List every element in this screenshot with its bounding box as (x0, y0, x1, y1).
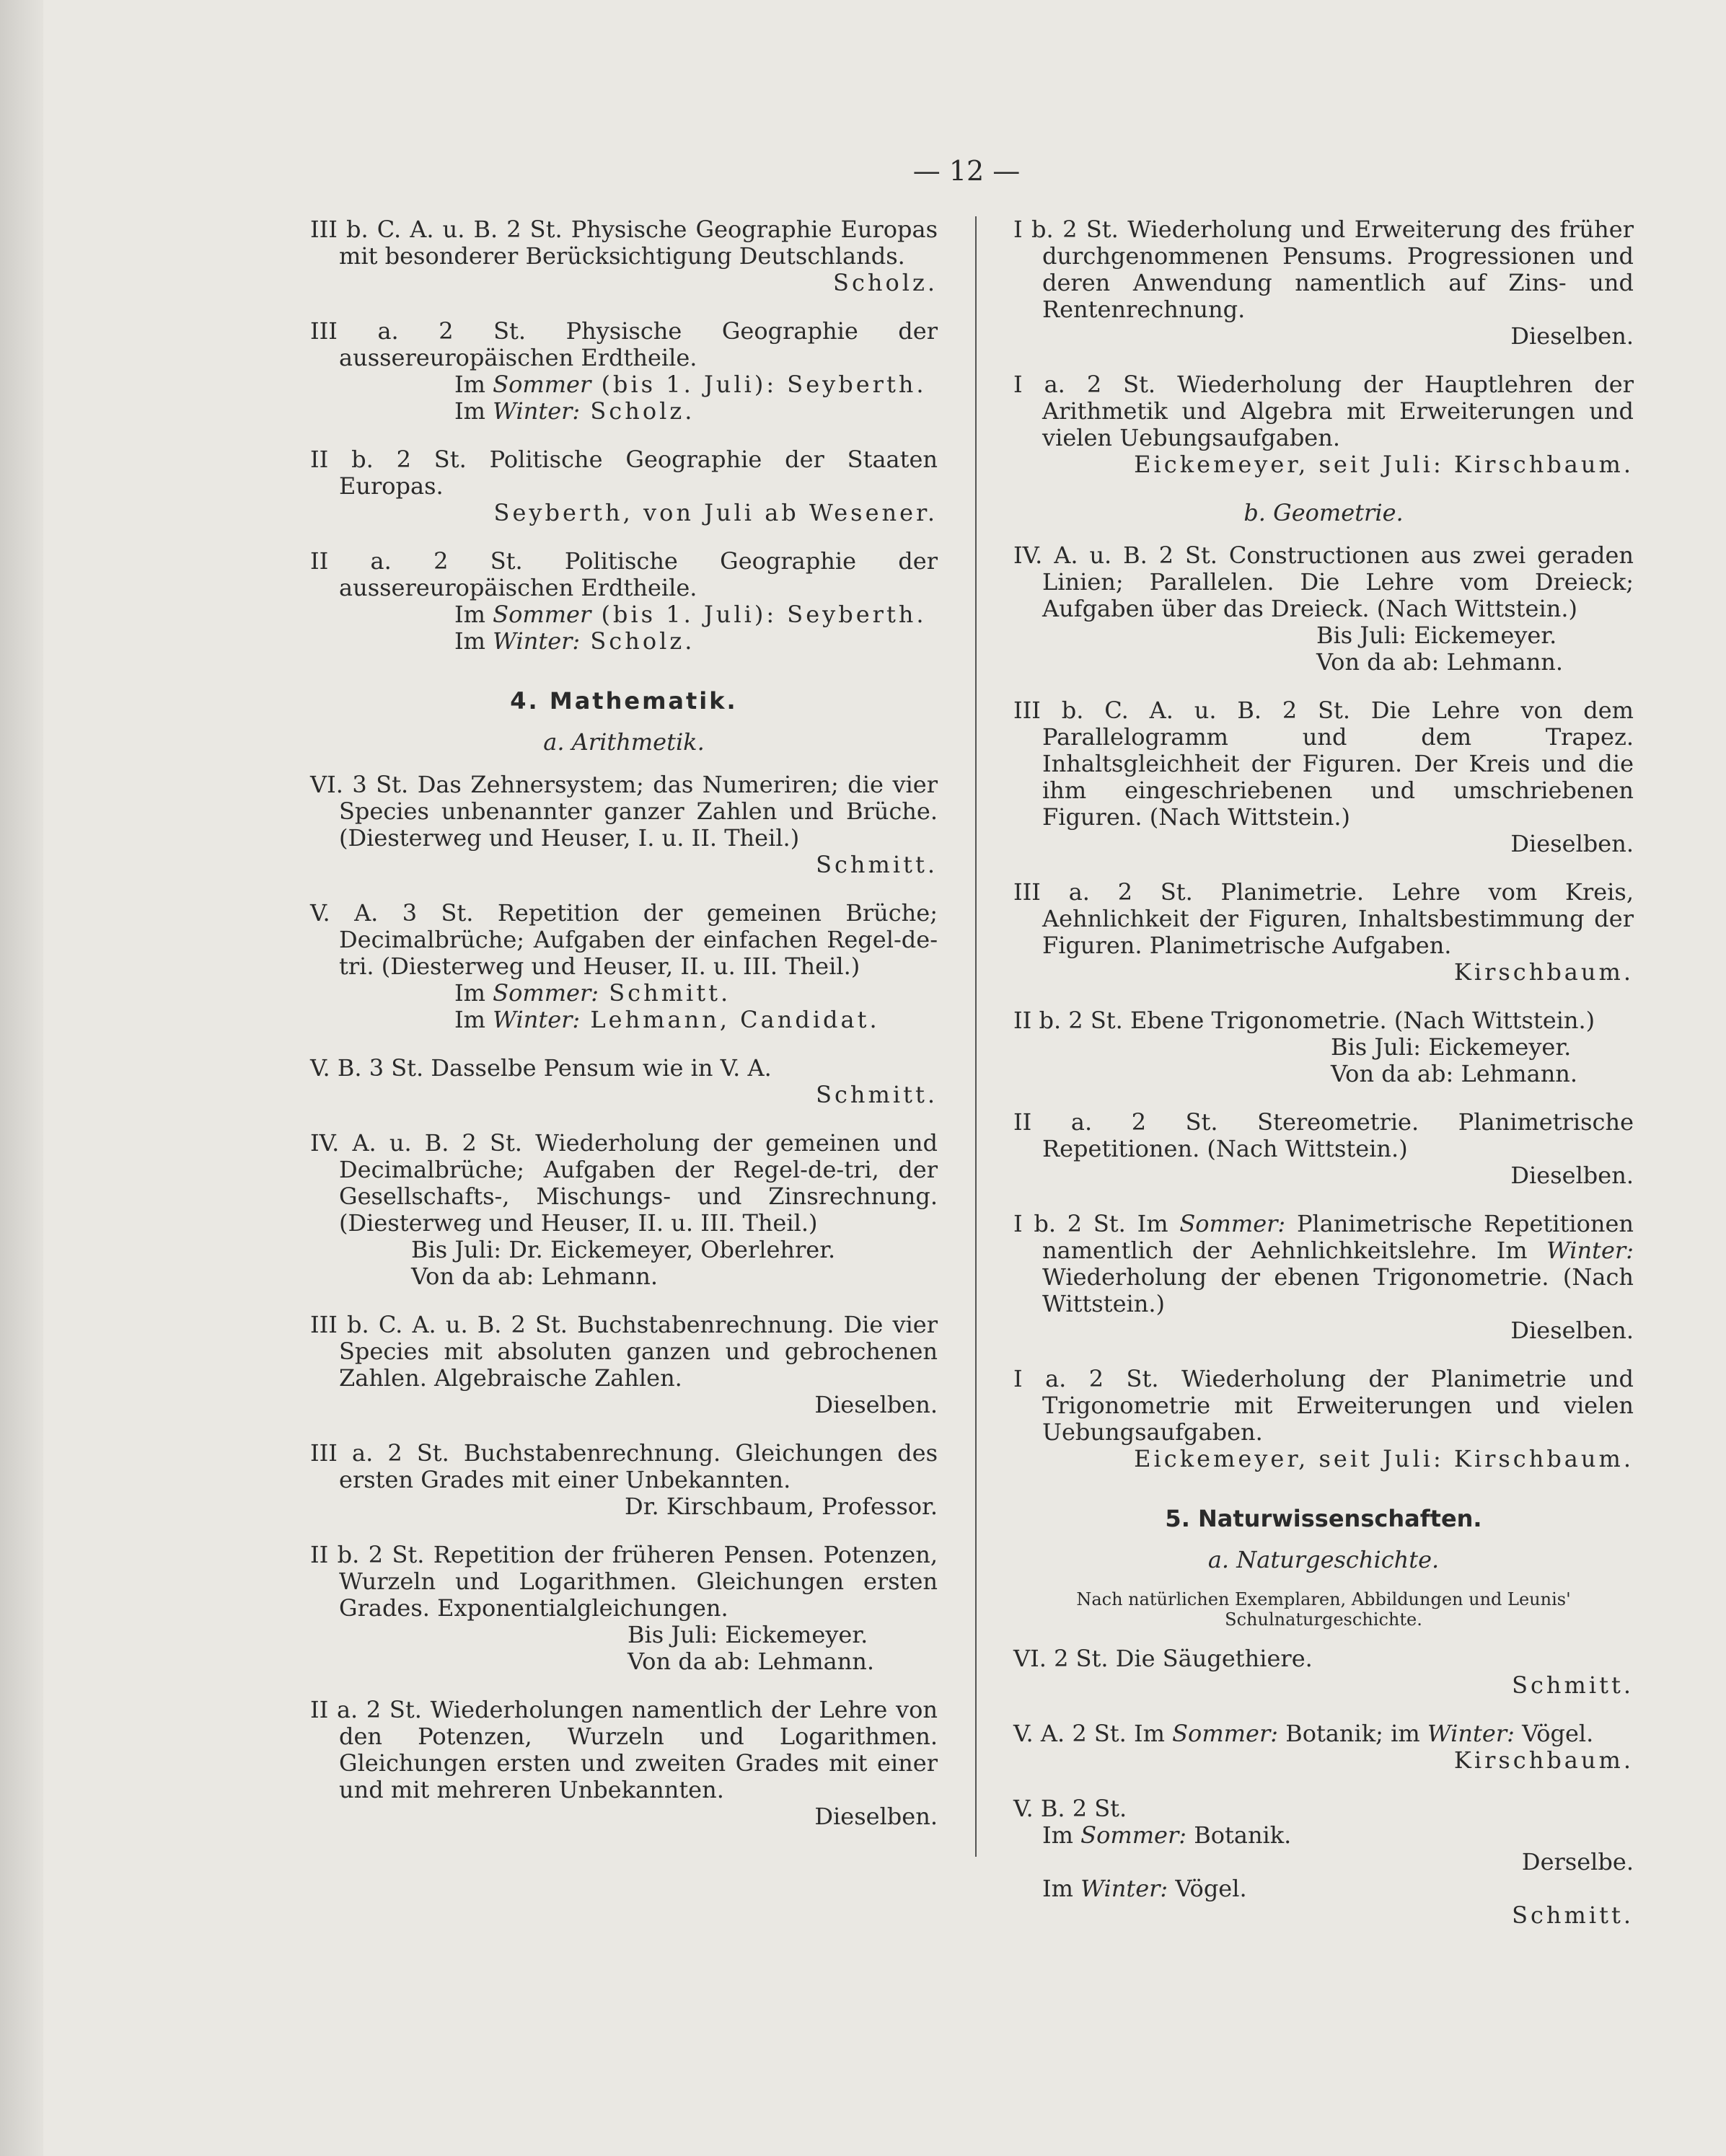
entry-winter-line: Im Winter: Scholz. (454, 397, 695, 425)
column-divider (975, 216, 977, 1857)
entry-text: II b. 2 St. Ebene Trigonometrie. (Nach Wittstein.) (1013, 1007, 1595, 1034)
geometry-entry (1013, 1109, 1634, 1189)
geometry-entry (1013, 697, 1634, 857)
science-entry (1013, 1720, 1634, 1774)
geography-entry (310, 216, 938, 296)
math-entry (310, 1440, 938, 1520)
entry-text: III b. C. A. u. B. 2 St. Die Lehre von dem Parallelogramm und dem Trapez. Inhaltsgleichheit der Figuren. Der Kreis und die ihm eingeschriebenen und umschriebenen Figuren. (Nach Wittstein.) (1013, 697, 1634, 831)
math-entry (310, 1130, 938, 1290)
geography-entry (310, 318, 938, 425)
entry-teacher: Dieselben. (1510, 830, 1634, 857)
math-entry (1013, 371, 1634, 478)
section-note: Nach natürlichen Exemplaren, Abbildungen und Leunis' Schulnaturgeschichte. (1076, 1589, 1571, 1630)
entry-teacher: Dieselben. (814, 1391, 938, 1418)
entry-text: V. B. 2 St. (1013, 1795, 1127, 1822)
entry-teacher: Scholz. (833, 269, 938, 296)
science-entry (1013, 1645, 1634, 1699)
right-column (1013, 216, 1634, 1950)
entry-teacher-line: Von da ab: Lehmann. (628, 1648, 875, 1675)
geography-entry (310, 446, 938, 526)
entry-teacher: Dr. Kirschbaum, Professor. (625, 1493, 938, 1520)
entry-summer-line: Im Sommer (bis 1. Juli): Seyberth. (454, 371, 927, 398)
entry-teacher: Dieselben. (814, 1803, 938, 1830)
geometry-entry (1013, 542, 1634, 676)
left-column (310, 216, 938, 1852)
entry-text: V. A. 2 St. Im Sommer: Botanik; im Winter: Vögel. (1013, 1720, 1594, 1747)
math-entry (310, 1542, 938, 1675)
section-title-mathematics: 4. Mathematik. (510, 687, 738, 715)
entry-teacher: Schmitt. (1512, 1901, 1634, 1929)
entry-summer-line: Im Sommer: Botanik. (1042, 1821, 1292, 1849)
math-entry (310, 900, 938, 1033)
entry-teacher: Kirschbaum. (1453, 958, 1634, 986)
entry-text: III b. C. A. u. B. 2 St. Physische Geographie Europas mit besonderer Berücksichtigung Deutschlands. (310, 216, 938, 270)
geometry-entry (1013, 1007, 1634, 1087)
entry-text: III b. C. A. u. B. 2 St. Buchstabenrechnung. Die vier Species mit absoluten ganzen und gebrochenen Zahlen. Algebraische Zahlen. (310, 1311, 938, 1392)
entry-winter-line: Im Winter: Scholz. (454, 627, 695, 655)
subsection-title-geometry: b. Geometrie. (1243, 499, 1404, 526)
section-title-natural-sciences: 5. Naturwissenschaften. (1165, 1505, 1482, 1532)
page-number: — 12 — (912, 155, 1021, 187)
entry-summer-line: Im Sommer: Schmitt. (454, 979, 731, 1007)
entry-teacher: Dieselben. (1510, 322, 1634, 350)
entry-teacher: Derselbe. (1521, 1848, 1634, 1876)
entry-teacher: Kirschbaum. (1453, 1746, 1634, 1774)
geometry-entry (1013, 1366, 1634, 1472)
entry-text: II a. 2 St. Stereometrie. Planimetrische Repetitionen. (Nach Wittstein.) (1013, 1108, 1634, 1162)
entry-text: I b. 2 St. Im Sommer: Planimetrische Repetitionen namentlich der Aehnlichkeitslehre. Im Winter: Wiederholung der ebenen Trigonometrie. (Nach Wittstein.) (1013, 1210, 1634, 1317)
entry-summer-line: Im Sommer (bis 1. Juli): Seyberth. (454, 601, 927, 628)
subsection-title-natural-history: a. Naturgeschichte. (1207, 1546, 1440, 1573)
entry-text: II a. 2 St. Wiederholungen namentlich der Lehre von den Potenzen, Wurzeln und Logarithmen. Gleichungen ersten und zweiten Grades mit einer und mit mehreren Unbekannten. (310, 1696, 938, 1803)
entry-text: II a. 2 St. Politische Geographie der aussereuropäischen Erdtheile. (310, 547, 938, 601)
math-entry (1013, 216, 1634, 350)
entry-winter-line: Im Winter: Lehmann, Candidat. (454, 1006, 880, 1033)
entry-text: II b. 2 St. Repetition der früheren Pensen. Potenzen, Wurzeln und Logarithmen. Gleichungen ersten Grades. Exponentialgleichungen. (310, 1541, 938, 1622)
entry-teacher: Schmitt. (1512, 1671, 1634, 1699)
science-entry (1013, 1795, 1634, 1929)
entry-teacher-line: Bis Juli: Dr. Eickemeyer, Oberlehrer. (411, 1236, 836, 1263)
math-entry (310, 1312, 938, 1418)
entry-teacher-line: Bis Juli: Eickemeyer. (1316, 622, 1557, 649)
entry-text: III a. 2 St. Buchstabenrechnung. Gleichungen des ersten Grades mit einer Unbekannten. (310, 1439, 938, 1493)
entry-text: I a. 2 St. Wiederholung der Planimetrie und Trigonometrie mit Erweiterungen und vielen Uebungsaufgaben. (1013, 1365, 1634, 1446)
entry-teacher-line: Von da ab: Lehmann. (1316, 648, 1564, 676)
entry-teacher: Schmitt. (816, 851, 938, 878)
math-entry (310, 772, 938, 878)
entry-teacher: Eickemeyer, seit Juli: Kirschbaum. (1134, 451, 1634, 478)
entry-text: V. A. 3 St. Repetition der gemeinen Brüche; Decimalbrüche; Aufgaben der einfachen Regel-de-tri. (Diesterweg und Heuser, II. u. III. Theil.) (310, 899, 938, 980)
entry-text: I a. 2 St. Wiederholung der Hauptlehren der Arithmetik und Algebra mit Erweiterungen und vielen Uebungsaufgaben. (1013, 371, 1634, 451)
entry-text: IV. A. u. B. 2 St. Wiederholung der gemeinen und Decimalbrüche; Aufgaben der Regel-de-tri, der Gesellschafts-, Mischungs- und Zinsrechnung. (Diesterweg und Heuser, II. u. III. Theil.) (310, 1129, 938, 1237)
entry-text: VI. 2 St. Die Säugethiere. (1013, 1645, 1313, 1672)
entry-text: I b. 2 St. Wiederholung und Erweiterung des früher durchgenommenen Pensums. Progressionen und deren Anwendung namentlich auf Zins- und Rentenrechnung. (1013, 216, 1634, 323)
subsection-title-arithmetic: a. Arithmetik. (543, 728, 705, 756)
entry-teacher: Dieselben. (1510, 1162, 1634, 1189)
geometry-entry (1013, 1211, 1634, 1344)
entry-teacher: Schmitt. (816, 1081, 938, 1108)
entry-teacher: Seyberth, von Juli ab Wesener. (493, 499, 938, 526)
entry-text: III a. 2 St. Planimetrie. Lehre vom Kreis, Aehnlichkeit der Figuren, Inhaltsbestimmung der Figuren. Planimetrische Aufgaben. (1013, 878, 1634, 959)
entry-teacher-line: Bis Juli: Eickemeyer. (628, 1621, 868, 1648)
math-entry (310, 1055, 938, 1108)
geography-entry (310, 548, 938, 655)
entry-teacher-line: Bis Juli: Eickemeyer. (1331, 1033, 1572, 1061)
entry-teacher-line: Von da ab: Lehmann. (411, 1263, 659, 1290)
entry-text: II b. 2 St. Politische Geographie der Staaten Europas. (310, 446, 938, 500)
entry-text: V. B. 3 St. Dasselbe Pensum wie in V. A. (310, 1054, 772, 1082)
binding-gutter (0, 0, 43, 2156)
entry-text: IV. A. u. B. 2 St. Constructionen aus zwei geraden Linien; Parallelen. Die Lehre vom Dreieck; Aufgaben über das Dreieck. (Nach Wittstein.) (1013, 542, 1634, 622)
entry-teacher-line: Von da ab: Lehmann. (1331, 1060, 1578, 1087)
math-entry (310, 1697, 938, 1830)
geometry-entry (1013, 879, 1634, 986)
entry-winter-line: Im Winter: Vögel. (1042, 1875, 1247, 1902)
entry-text: VI. 3 St. Das Zehnersystem; das Numeriren; die vier Species unbenannter ganzer Zahlen und Brüche. (Diesterweg und Heuser, I. u. II. Theil.) (310, 771, 938, 852)
entry-teacher: Dieselben. (1510, 1317, 1634, 1344)
entry-text: III a. 2 St. Physische Geographie der aussereuropäischen Erdtheile. (310, 317, 938, 371)
entry-teacher: Eickemeyer, seit Juli: Kirschbaum. (1134, 1445, 1634, 1472)
